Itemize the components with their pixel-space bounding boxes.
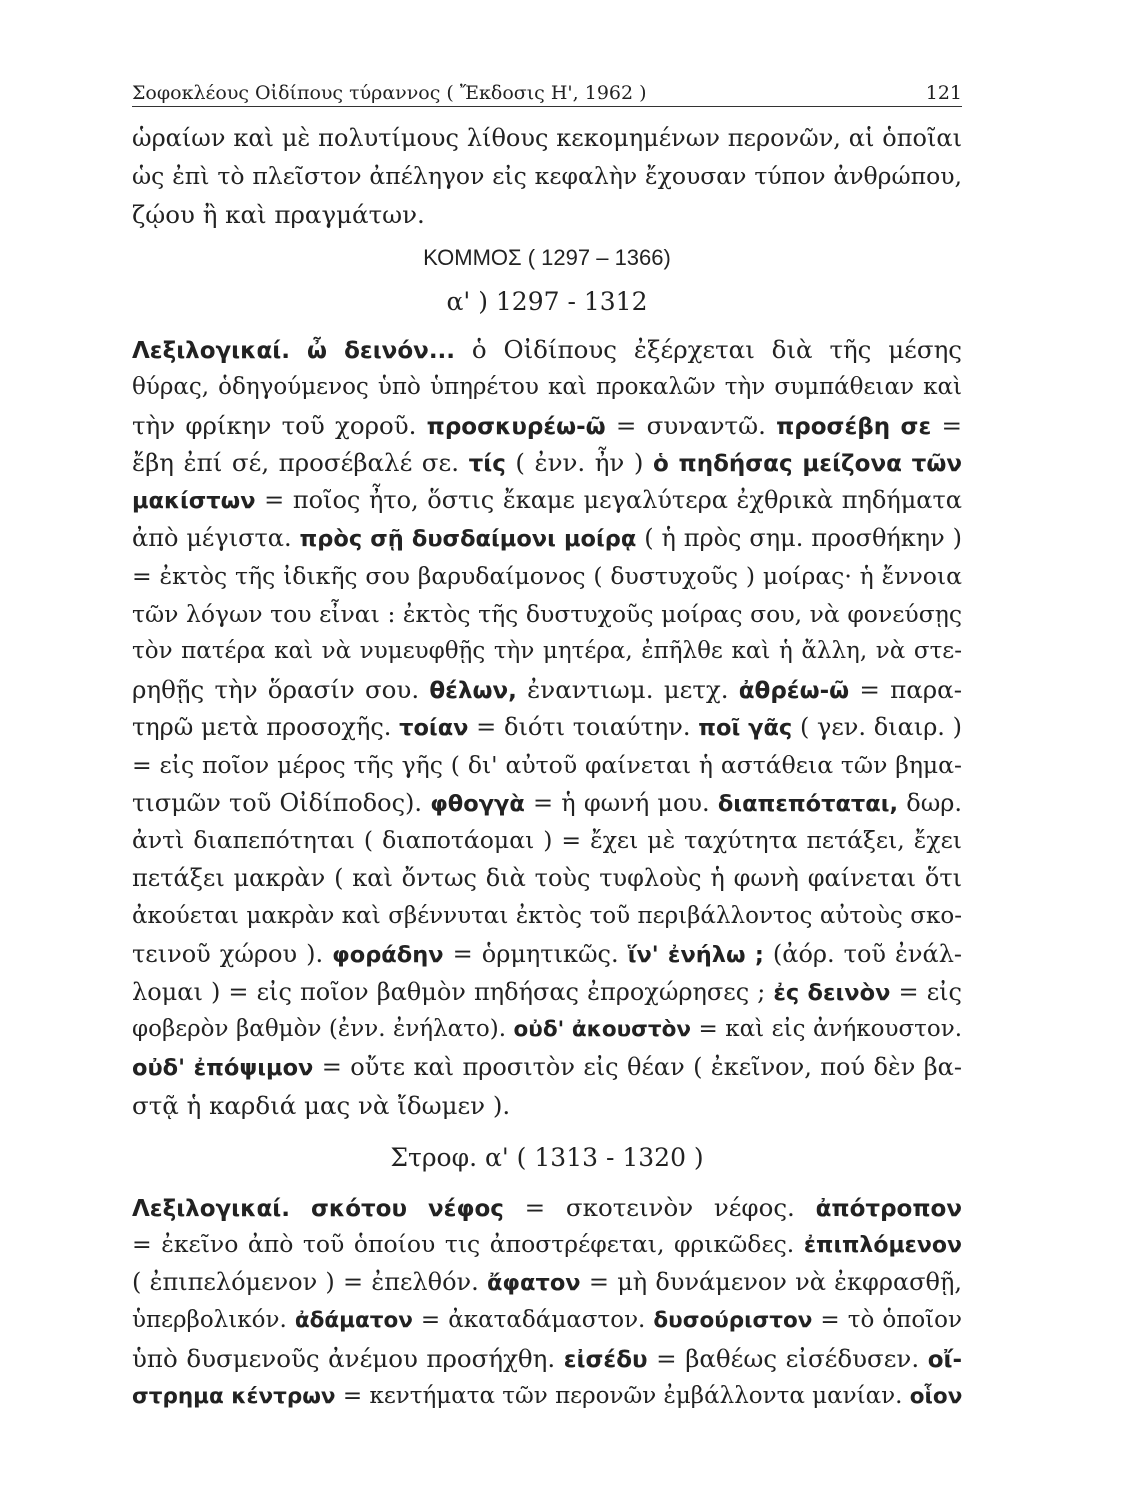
text-line [132, 407, 962, 445]
text-line [132, 936, 962, 974]
gloss-text: ὑπερβολικόν. [132, 1306, 295, 1333]
gloss-text: = ἡ φωνή μου. [524, 788, 718, 817]
gloss-text: δωρ. [898, 788, 963, 817]
gloss-text: = ἐκτὸς τῆς ἰδικῆς σου βαρυδαίμονος ( δυστυχοῦς ) μοίρας· ἡ ἔννοια [132, 561, 962, 590]
intro-paragraph [132, 120, 962, 233]
gloss-text: ( ἡ πρὸς σημ. προσθήκην ) [636, 523, 962, 552]
gloss-text: (ἀόρ. τοῦ ἐνάλ- [763, 939, 963, 968]
gloss-text: τὴν φρίκην τοῦ χοροῦ. [132, 410, 427, 440]
gloss-text: = ἀκαταδάμαστον. [412, 1306, 654, 1333]
lemma-term: ὁ πηδήσας μείζονα τῶν [652, 451, 963, 478]
text-line: ζῴου ἢ καὶ πραγμάτων. [132, 199, 425, 229]
lemma-term: εἰσέδυ [563, 1346, 648, 1373]
gloss-text: ὁ Οἰδίπους ἐξέρχεται διὰ τῆς μέσης [455, 334, 962, 364]
lemma-term: διαπεπόταται, [717, 790, 899, 817]
gloss-text: τὸν πατέρα καὶ νὰ νυμευφθῇς τὴν μητέρα, ἐπῆλθε καὶ ἡ ἄλλη, νὰ στε- [132, 638, 962, 665]
gloss-text: λομαι ) = εἰς ποῖον βαθμὸν πηδήσας ἐπροχώρησες ; [132, 977, 774, 1006]
text-line [132, 1340, 962, 1378]
text-line [132, 1049, 962, 1087]
gloss-text: = βαθέως εἰσέδυσεν. [647, 1343, 928, 1373]
lemma-term: ἀπότροπον [815, 1195, 962, 1222]
gloss-text: φοβερὸν βαθμὸν (ἐνν. ἐνήλατο). [132, 1016, 514, 1043]
lemma-term: τοίαν [399, 714, 469, 741]
gloss-text: = ποῖος ἦτο, ὅστις ἔκαμε μεγαλύτερα ἐχθρικὰ πηδήματα [255, 486, 962, 515]
text-line [132, 520, 962, 558]
lemma-term: πρὸς σῇ δυσδαίμονι μοίρᾳ [299, 525, 637, 552]
gloss-text: = σκοτεινὸν νέφος. [503, 1192, 816, 1222]
lemma-term: ἀθρέω-ῶ [738, 678, 850, 705]
gloss-text: = παρα- [849, 675, 962, 705]
lemma-term: οἷον [909, 1383, 963, 1409]
text-line [132, 1302, 962, 1340]
lemma-term: τίς [468, 451, 506, 478]
text-line [132, 785, 962, 823]
lexical-notes-paragraph [132, 1189, 962, 1416]
lexical-notes-paragraph [132, 331, 962, 1125]
gloss-text: πετάξει μακρὰν ( καὶ ὄντως διὰ τοὺς τυφλοὺς ἡ φωνὴ φαίνεται ὅτι [132, 864, 962, 893]
gloss-text: = τὸ ὁποῖον [812, 1306, 963, 1333]
text-line [132, 596, 962, 634]
lemma-term: προσκυρέω-ῶ [426, 413, 606, 440]
text-line [132, 369, 962, 407]
page-number: 121 [925, 82, 962, 104]
lemma-term: στρημα κέντρων [132, 1383, 336, 1409]
gloss-text: = διότι τοιαύτην. [468, 712, 699, 741]
lemma-term: Λεξιλογικαί. ὦ δεινόν... [132, 337, 456, 364]
section-heading-kommos: ΚΟΜΜΟΣ ( 1297 – 1366) [423, 245, 671, 271]
section-heading-stroph: Στροφ. α' ( 1313 - 1320 ) [390, 1142, 704, 1172]
lemma-term: προσέβη σε [776, 413, 932, 440]
text-line [132, 558, 962, 596]
gloss-text: τεινοῦ χώρου ). [132, 939, 333, 968]
gloss-text: ( ἐνν. ἦν ) [505, 448, 653, 478]
gloss-text: ( γεν. διαιρ. ) [792, 712, 962, 741]
gloss-text: = συναντῶ. [605, 410, 777, 440]
running-title: Σοφοκλέους Οἰδίπους τύραννος ( Ἔκδοσις Η', 1962 ) [132, 82, 647, 104]
text-line [132, 1264, 962, 1302]
lemma-term: δυσούριστον [653, 1307, 813, 1333]
subsection-heading: α' ) 1297 - 1312 [446, 287, 648, 317]
gloss-text: στᾷ ἡ καρδιά μας νὰ ἴδωμεν ). [132, 1090, 511, 1120]
lemma-term: ἀδάματον [294, 1307, 413, 1333]
text-line: ὡς ἐπὶ τὸ πλεῖστον ἀπέληγον εἰς κεφαλὴν ἔχουσαν τύπον ἀνθρώπου, [132, 161, 962, 190]
text-line [132, 974, 962, 1012]
lemma-term: φθογγὰ [430, 790, 525, 817]
text-line [132, 898, 962, 936]
text-line [132, 633, 962, 671]
gloss-text: ὑπὸ δυσμενοῦς ἀνέμου προσήχθη. [132, 1343, 564, 1373]
gloss-text: = κεντήματα τῶν περονῶν ἐμβάλλοντα μανίαν. [335, 1382, 910, 1409]
lemma-term: μακίστων [132, 488, 256, 515]
lemma-term: οὐδ' ἀκουστὸν [513, 1017, 692, 1043]
text-line: ὡραίων καὶ μὲ πολυτίμους λίθους κεκομημένων περονῶν, αἱ ὁποῖαι [132, 124, 962, 152]
gloss-text: = ἐκεῖνο ἀπὸ τοῦ ὁποίου τις ἀποστρέφεται, φρικῶδες. [132, 1230, 804, 1259]
gloss-text: = οὔτε καὶ προσιτὸν εἰς θέαν ( ἐκεῖνον, πού δὲν βα- [313, 1053, 962, 1082]
lemma-term: Λεξιλογικαί. σκότου νέφος [132, 1195, 504, 1222]
text-line [132, 671, 962, 709]
gloss-text: ρηθῇς τὴν ὅρασίν σου. [132, 675, 430, 705]
gloss-text: ἐναντιωμ. μετχ. [516, 675, 739, 705]
gloss-text: θύρας, ὁδηγούμενος ὑπὸ ὑπηρέτου καὶ προκαλῶν τὴν συμπάθειαν καὶ [132, 373, 962, 400]
text-line [132, 822, 962, 860]
gloss-text: ἀντὶ διαπεπότηται ( διαποτάομαι ) = ἔχει μὲ ταχύτητα πετάξει, ἔχει [132, 826, 962, 855]
gloss-text: = [931, 410, 962, 440]
lemma-term: ἐς δεινὸν [773, 979, 891, 1006]
gloss-text: τῶν λόγων του εἶναι : ἐκτὸς τῆς δυστυχοῦς μοίρας σου, νὰ φονεύσῃς [132, 599, 962, 628]
lemma-term: ἐπιπλόμενον [803, 1233, 962, 1259]
gloss-text: = εἰς ποῖον μέρος τῆς γῆς ( δι' αὐτοῦ φαίνεται ἡ αστάθεια τῶν βημα- [132, 750, 962, 779]
lemma-term: οὐδ' ἐπόψιμον [132, 1055, 314, 1082]
lemma-term: οἴ- [927, 1346, 962, 1373]
commentary-body [132, 120, 962, 1415]
lemma-term: ποῖ γᾶς [698, 714, 793, 741]
lemma-term: ἵν' ἐνήλω ; [627, 941, 764, 968]
gloss-text: ἔβη ἐπί σέ, προσέβαλέ σε. [132, 448, 469, 478]
text-line [132, 482, 962, 520]
gloss-text: τηρῶ μετὰ προσοχῆς. [132, 712, 400, 741]
text-line [132, 1189, 962, 1227]
text-line [132, 860, 962, 898]
text-line [132, 444, 962, 482]
text-line [132, 1087, 962, 1125]
gloss-text: = ὁρμητικῶς. [443, 939, 628, 968]
gloss-text: ( ἐπιπελόμενον ) = ἐπελθόν. [132, 1268, 487, 1297]
gloss-text: τισμῶν τοῦ Οἰδίποδος). [132, 788, 431, 817]
gloss-text: ἀκούεται μακρὰν καὶ σβέννυται ἐκτὸς τοῦ περιβάλλοντος αὐτοὺς σκο- [132, 902, 962, 929]
lemma-term: θέλων, [429, 678, 517, 705]
running-header [132, 68, 962, 107]
text-line [132, 1226, 962, 1264]
gloss-text: ἀπὸ μέγιστα. [132, 523, 300, 552]
text-line [132, 709, 962, 747]
gloss-text: = καὶ εἰς ἀνήκουστον. [691, 1016, 963, 1043]
text-line [132, 747, 962, 785]
text-line [132, 331, 962, 369]
lemma-term: φοράδην [332, 941, 444, 968]
gloss-text: = μὴ δυνάμενον νὰ ἐκφρασθῇ, [580, 1268, 962, 1297]
text-line [132, 1011, 962, 1049]
gloss-text: = εἰς [890, 977, 962, 1006]
text-line [132, 1378, 962, 1416]
lemma-term: ἄφατον [486, 1270, 581, 1297]
